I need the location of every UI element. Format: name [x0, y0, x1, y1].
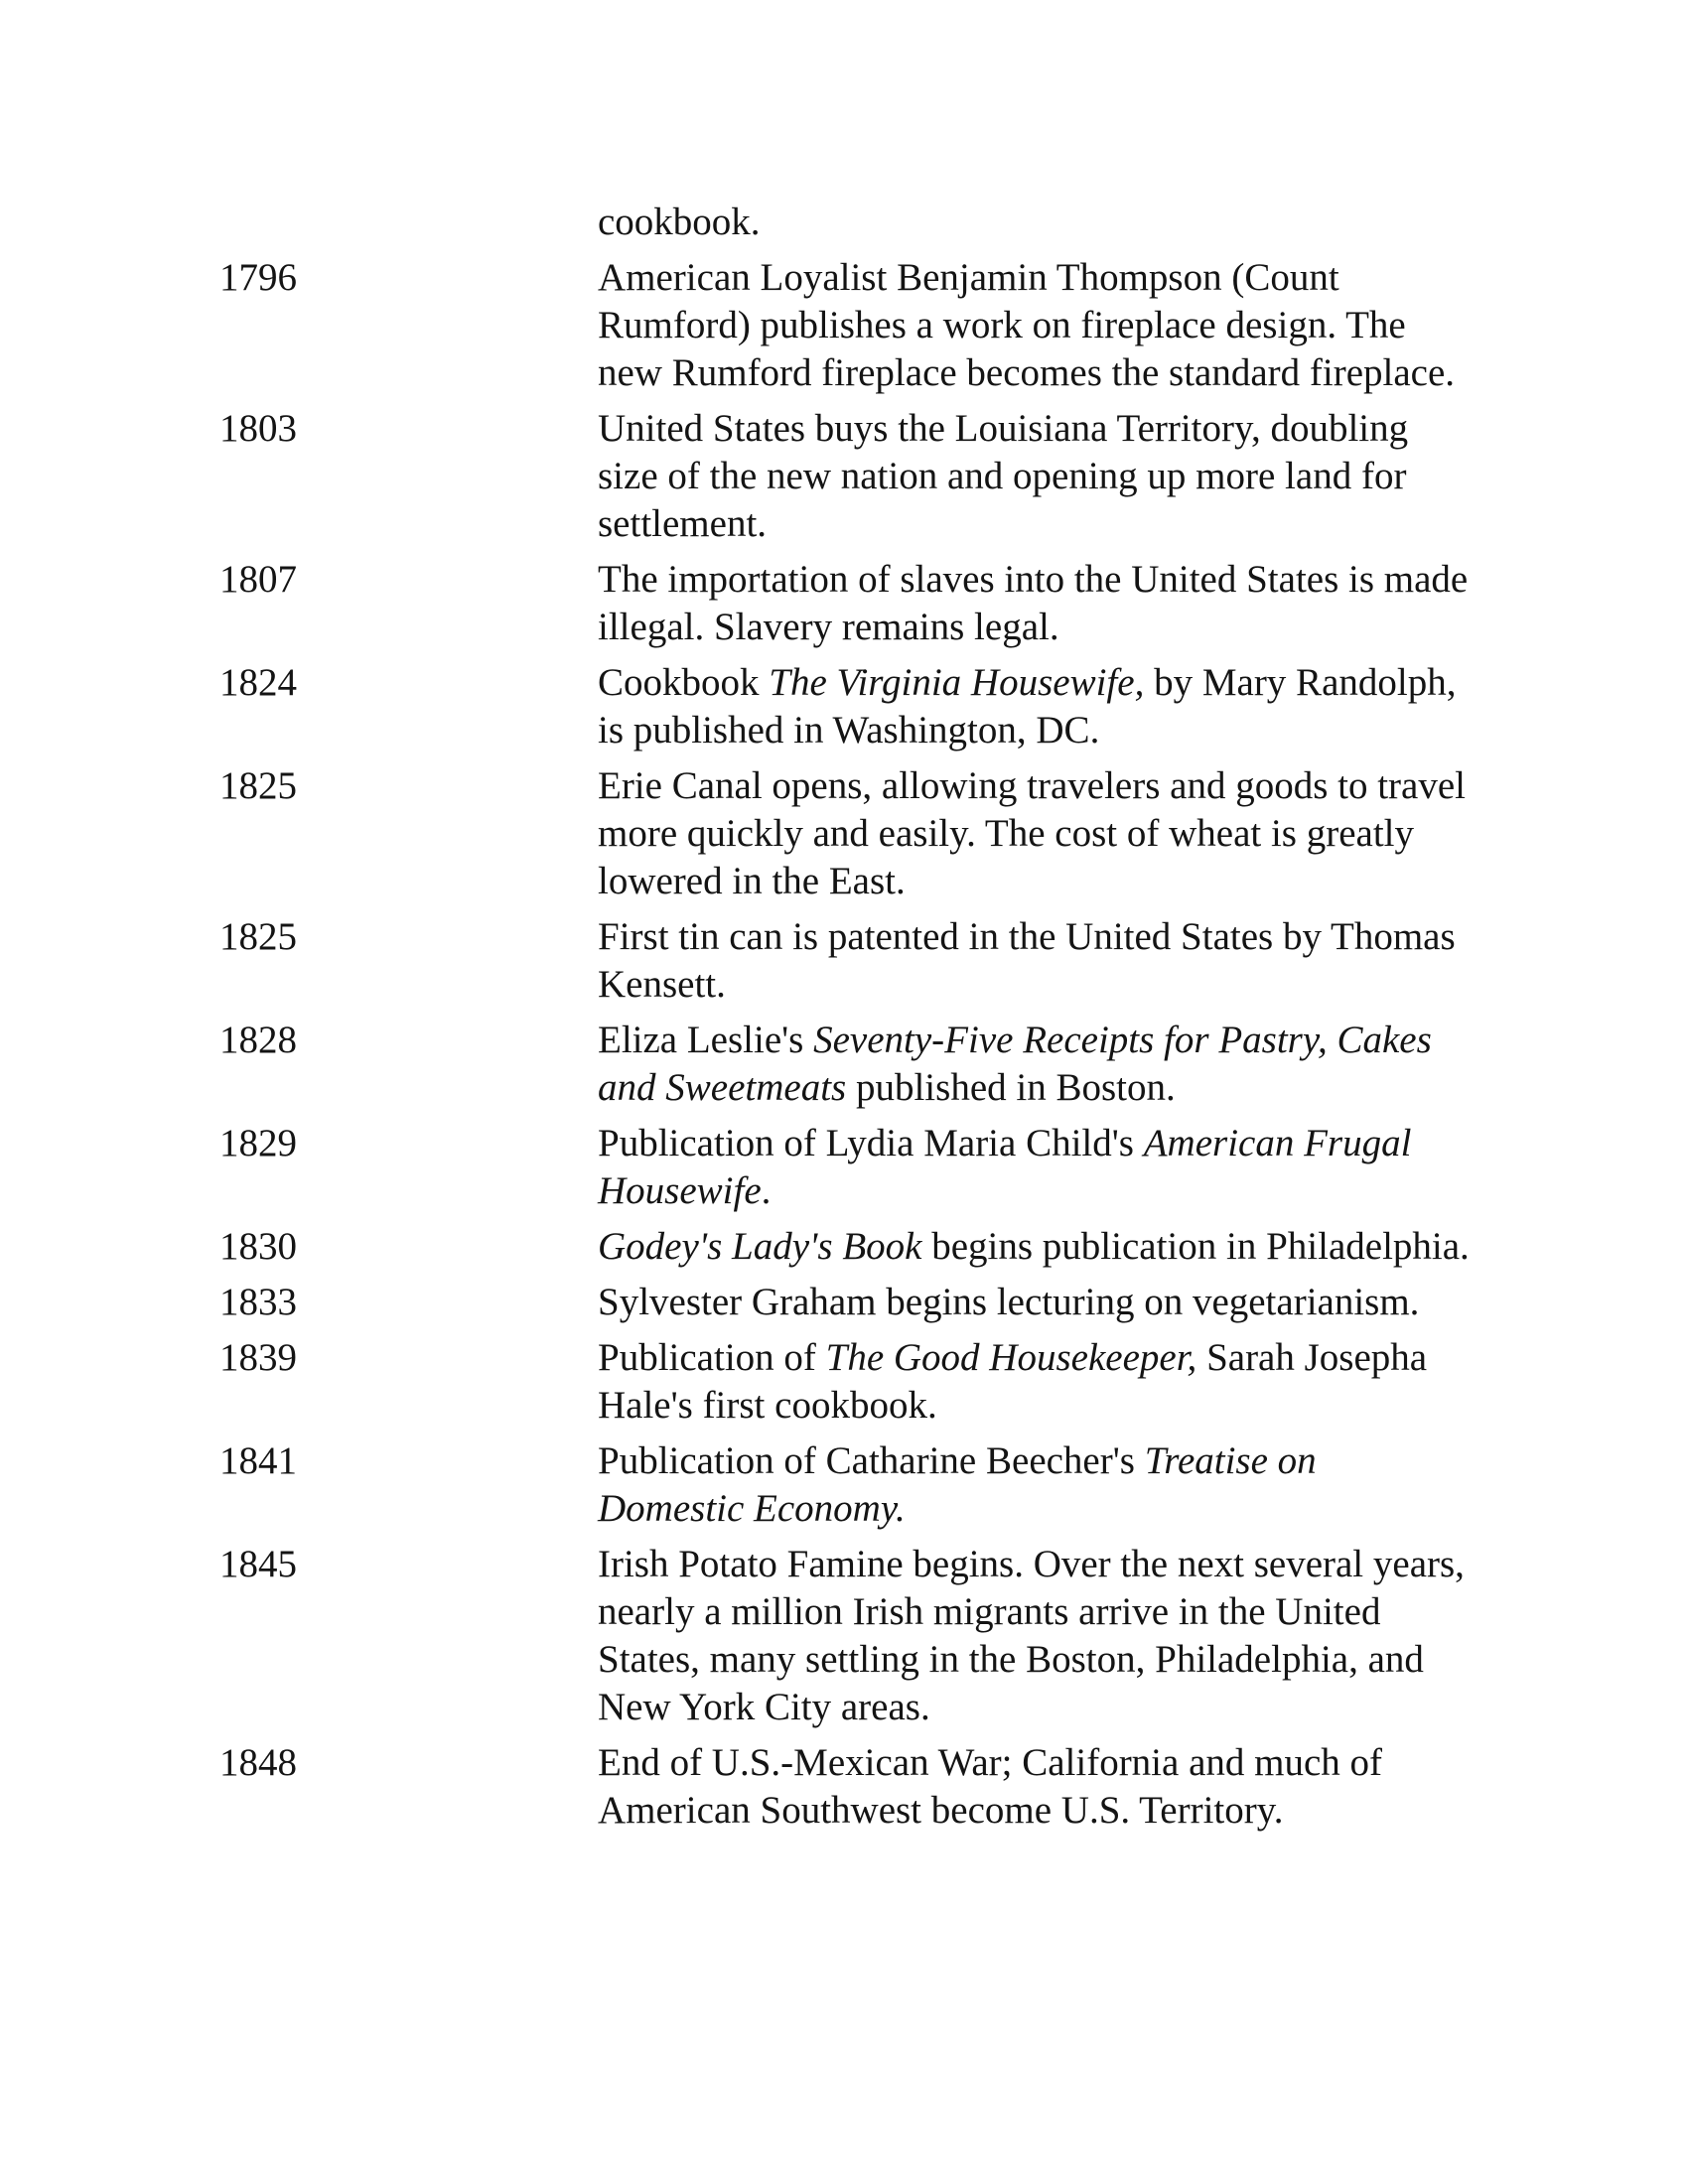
timeline-row: [0, 1541, 1688, 1731]
timeline-year: 1825: [219, 915, 297, 958]
timeline-row: [0, 199, 1688, 246]
timeline-year: 1796: [219, 256, 297, 299]
timeline-description: American Loyalist Benjamin Thompson (Count Rumford) publishes a work on fireplace design. The new Rumford fireplace becomes the standard fireplace.: [598, 256, 1456, 394]
timeline-row: [0, 1279, 1688, 1326]
timeline-row: [0, 1120, 1688, 1215]
timeline-year: 1803: [219, 407, 297, 450]
timeline-description: First tin can is patented in the United States by Thomas Kensett.: [598, 915, 1456, 1006]
timeline-year: 1841: [219, 1439, 297, 1482]
timeline-table: [0, 199, 1688, 1843]
book-title: The Good Housekeeper,: [825, 1336, 1197, 1379]
timeline-description: End of U.S.-Mexican War; California and much of American Southwest become U.S. Territory.: [598, 1741, 1383, 1832]
timeline-row: [0, 913, 1688, 1009]
book-title: Godey's Lady's Book: [598, 1225, 922, 1268]
timeline-description: Publication of The Good Housekeeper, Sarah Josepha Hale's first cookbook.: [598, 1336, 1428, 1427]
timeline-description: cookbook.: [598, 201, 761, 243]
timeline-year: 1828: [219, 1019, 297, 1061]
timeline-description: Godey's Lady's Book begins publication in Philadelphia.: [598, 1225, 1470, 1268]
timeline-row: [0, 1223, 1688, 1271]
timeline-description: Sylvester Graham begins lecturing on vegetarianism.: [598, 1281, 1420, 1323]
timeline-row: [0, 762, 1688, 905]
timeline-description: Irish Potato Famine begins. Over the next several years, nearly a million Irish migrants arrive in the United States, many settling in the Boston, Philadelphia, and New York City areas.: [598, 1543, 1465, 1728]
timeline-row: [0, 254, 1688, 397]
timeline-row: [0, 659, 1688, 754]
timeline-description: Publication of Catharine Beecher's Treatise on Domestic Economy.: [598, 1439, 1317, 1530]
timeline-description: United States buys the Louisiana Territory, doubling size of the new nation and opening up more land for settlement.: [598, 407, 1409, 545]
timeline-description: The importation of slaves into the United States is made illegal. Slavery remains legal.: [598, 558, 1469, 648]
timeline-year: 1830: [219, 1225, 297, 1268]
timeline-year: 1825: [219, 764, 297, 807]
book-title: Seventy-Five Receipts for Pastry, Cakes and Sweetmeats: [598, 1019, 1432, 1109]
timeline-year: 1807: [219, 558, 297, 601]
timeline-description: Eliza Leslie's Seventy-Five Receipts for Pastry, Cakes and Sweetmeats published in Boston.: [598, 1019, 1432, 1109]
timeline-row: [0, 1334, 1688, 1430]
book-title: American Frugal Housewife: [598, 1122, 1412, 1212]
timeline-row: [0, 1739, 1688, 1835]
timeline-description: Erie Canal opens, allowing travelers and goods to travel more quickly and easily. The cost of wheat is greatly lowered in the East.: [598, 764, 1466, 902]
timeline-year: 1848: [219, 1741, 297, 1784]
book-title: The Virginia Housewife,: [769, 661, 1145, 704]
timeline-description: Cookbook The Virginia Housewife, by Mary Randolph, is published in Washington, DC.: [598, 661, 1457, 751]
timeline-row: [0, 556, 1688, 651]
timeline-row: [0, 405, 1688, 548]
timeline-year: 1839: [219, 1336, 297, 1379]
book-title: Treatise on Domestic Economy.: [598, 1439, 1317, 1530]
timeline-year: 1829: [219, 1122, 297, 1164]
timeline-row: [0, 1017, 1688, 1112]
timeline-year: 1833: [219, 1281, 297, 1323]
timeline-year: 1845: [219, 1543, 297, 1585]
timeline-year: 1824: [219, 661, 297, 704]
timeline-description: Publication of Lydia Maria Child's American Frugal Housewife.: [598, 1122, 1412, 1212]
timeline-row: [0, 1437, 1688, 1533]
